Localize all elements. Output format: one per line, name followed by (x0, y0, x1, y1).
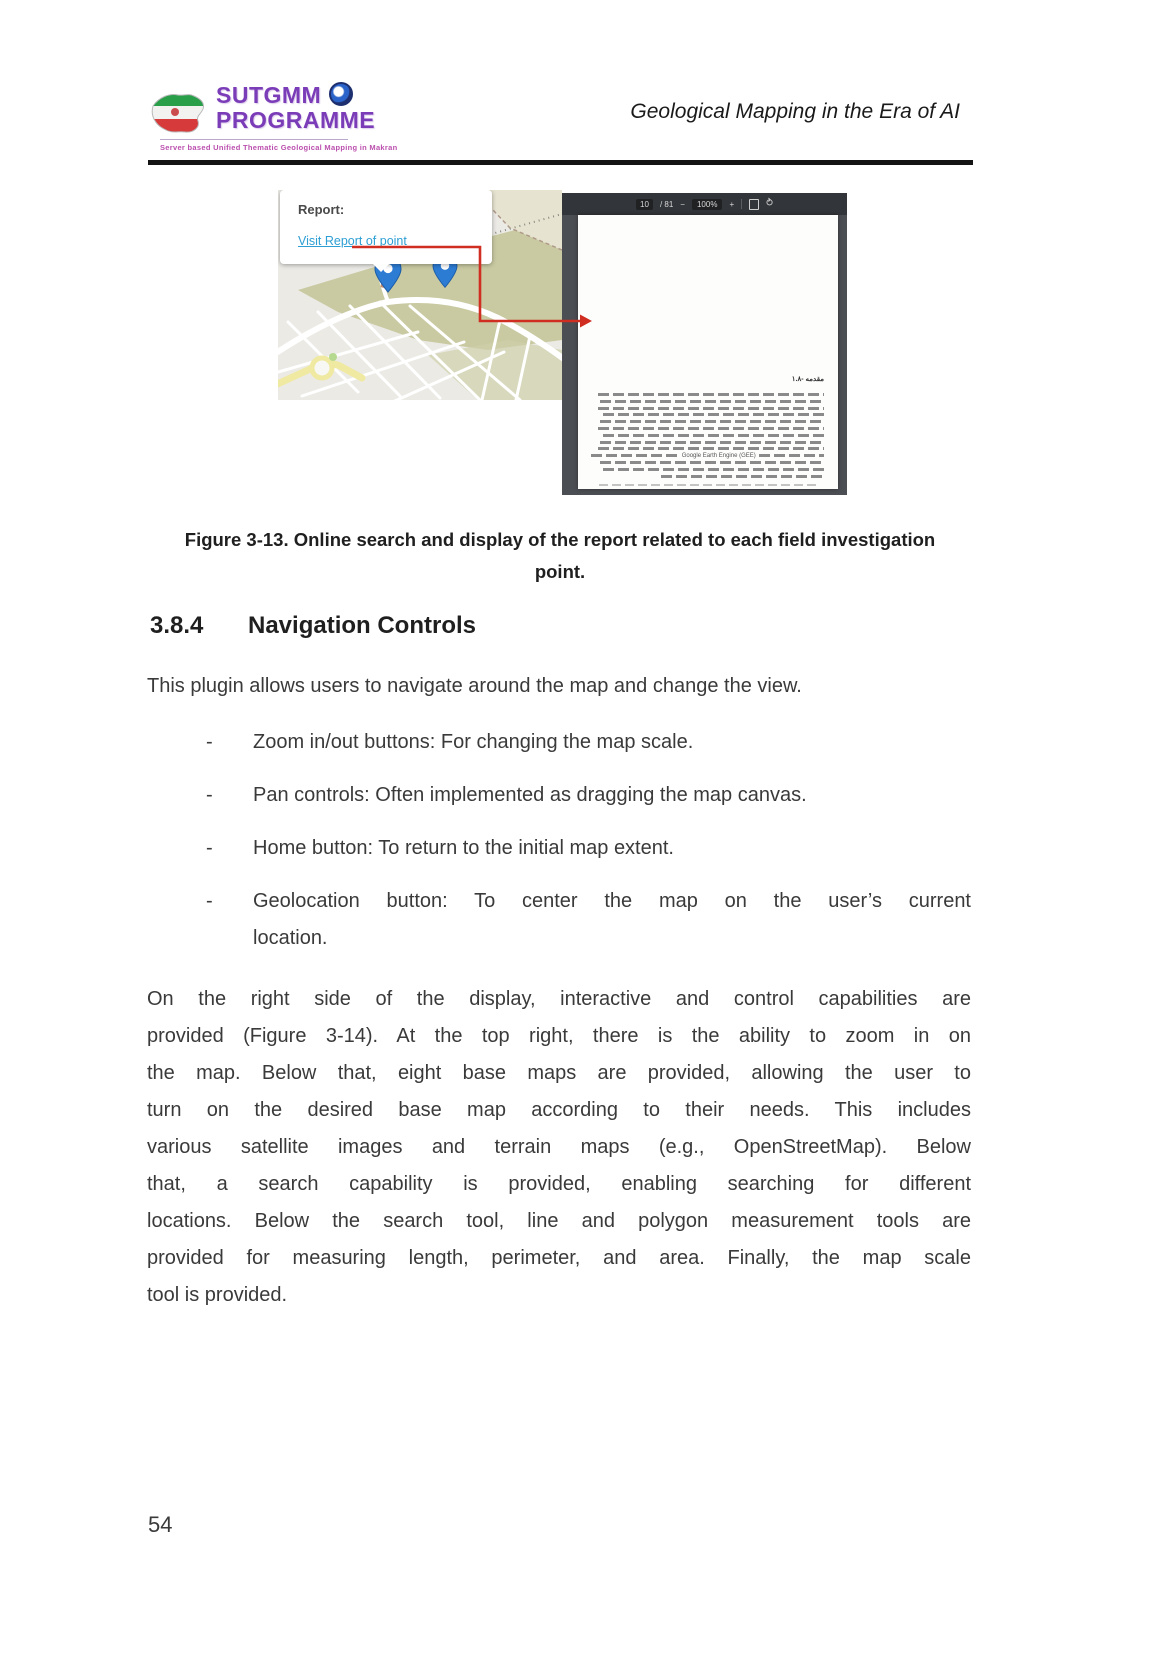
logo-divider (160, 139, 348, 140)
globe-icon (329, 82, 353, 106)
pdf-page-total: / 81 (659, 199, 674, 209)
pdf-doc-partial-line (599, 484, 817, 486)
section-heading (150, 612, 970, 640)
visit-report-link[interactable]: Visit Report of point (298, 234, 407, 248)
navigation-bullet-list (147, 724, 971, 973)
pdf-toolbar (562, 193, 847, 215)
zoom-out-button[interactable]: − (680, 199, 685, 209)
toolbar-divider (741, 199, 742, 209)
list-item: - Geolocation button: To center the map on the user’s current location. (206, 890, 971, 949)
logo-title-line1: SUTGMM (216, 82, 322, 108)
map-canvas[interactable] (278, 190, 562, 400)
report-pdf-viewer (562, 193, 847, 495)
pdf-page (578, 215, 838, 489)
figure-caption-line1: Figure 3-13. Online search and display of the report related to each field investigation (184, 529, 936, 550)
running-header-title: Geological Mapping in the Era of AI (630, 100, 960, 123)
pdf-zoom-level: 100% (692, 199, 722, 210)
list-item: - Home button: To return to the initial map extent. (206, 837, 674, 859)
fit-page-icon[interactable] (749, 199, 759, 210)
section-number: 3.8.4 (150, 612, 204, 639)
header-rule (148, 160, 973, 165)
figure-caption (148, 524, 972, 588)
figure-caption-line2: point. (534, 561, 586, 582)
intro-paragraph: This plugin allows users to navigate around the map and change the view. (147, 675, 802, 697)
rotate-icon[interactable]: ⥁ (766, 198, 773, 209)
logo-tagline: Server based Unified Thematic Geological Mapping in Makran (160, 143, 398, 152)
section-title: Navigation Controls (248, 612, 477, 639)
pdf-doc-heading: مقدمه -۱.۸ (791, 376, 824, 383)
gee-fragment: Google Earth Engine (GEE) (681, 452, 756, 459)
iran-map-icon (148, 88, 210, 142)
figure-3-13 (278, 190, 848, 500)
report-popup-title: Report: (298, 202, 345, 217)
sutgmm-logo (148, 82, 408, 154)
list-item: - Zoom in/out buttons: For changing the map scale. (206, 731, 694, 753)
list-item: - Pan controls: Often implemented as dragging the map canvas. (206, 784, 807, 806)
pdf-page-indicator: 10 (636, 199, 653, 210)
report-popup (280, 190, 492, 264)
logo-title-line2: PROGRAMME (216, 107, 376, 133)
page-number: 54 (148, 1512, 173, 1537)
zoom-in-button[interactable]: + (729, 199, 735, 209)
pdf-doc-text-lines (591, 393, 824, 481)
body-paragraph: On the right side of the display, interactive and control capabilities are provided (Figure 3-14). At the top right, there is the ability to zoom in on the map. Below that, eight base maps are provided, allowing the user to turn on the desired base map according to their needs. This includes various satellite images and terrain maps (e.g., OpenStreetMap). Below that, a search capability is provided, enabling searching for different locations. Below the search tool, line and polygon measurement tools are provided for measuring length, perimeter, and area. Finally, the map scale tool is provided. (147, 988, 971, 1306)
